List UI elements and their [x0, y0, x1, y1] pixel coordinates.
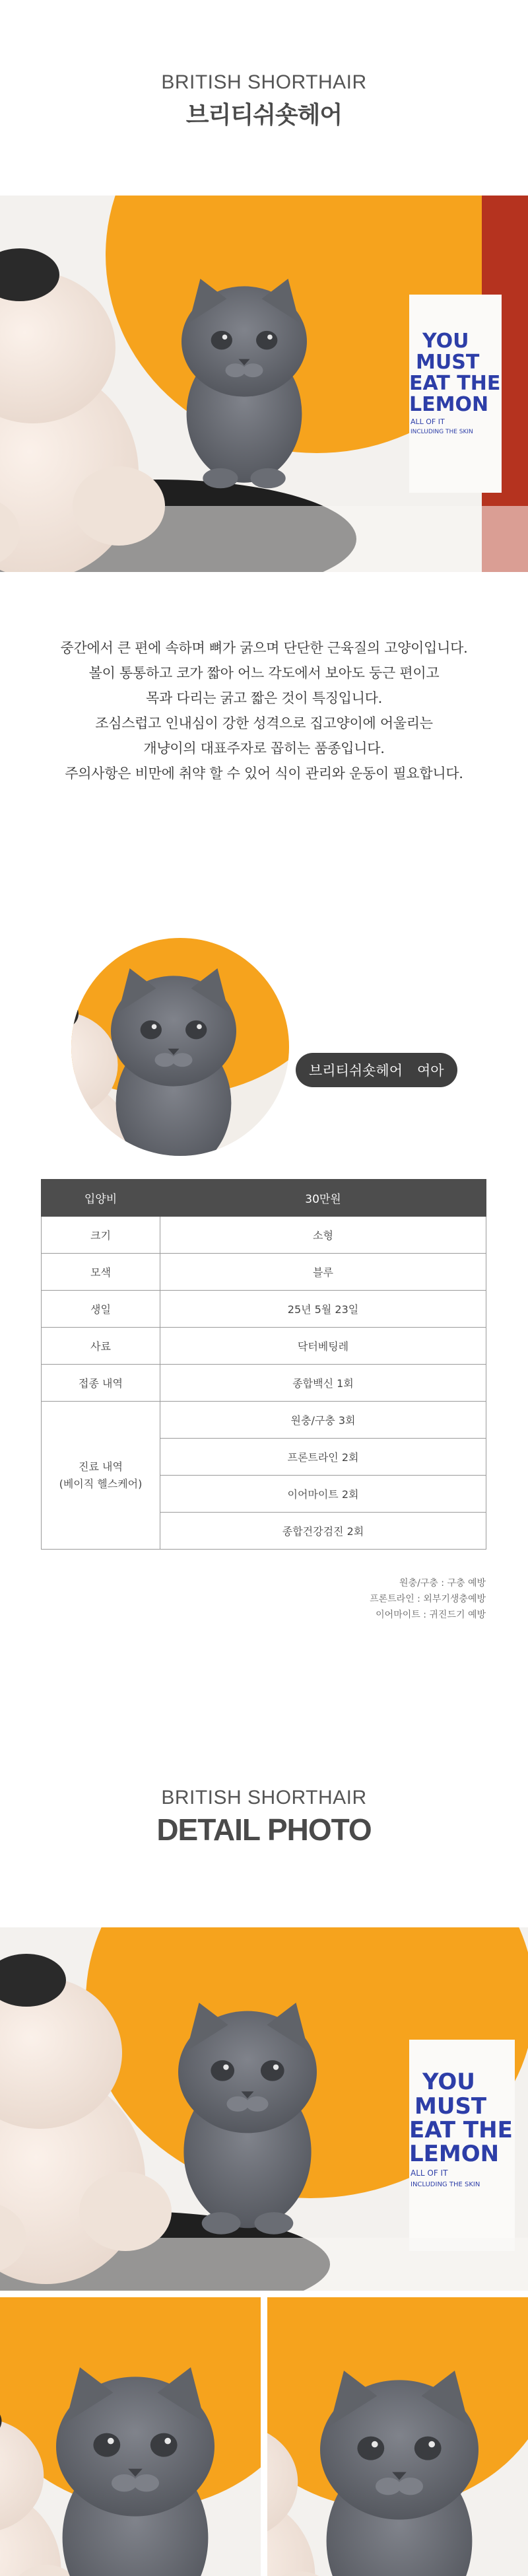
row-label: 생일: [42, 1291, 160, 1328]
profile-photo-illustration: [71, 938, 289, 1156]
description-line: 조심스럽고 인내심이 강한 성격으로 집고양이에 어울리는: [95, 715, 433, 731]
poster-text-4: LEMON: [409, 393, 489, 416]
poster-text-1: YOU: [422, 330, 469, 353]
note-line: 이어마이트 : 귀진드기 예방: [376, 1610, 486, 1620]
detail-photo-2: [0, 2297, 261, 2576]
description-line: 중간에서 큰 편에 속하며 뼈가 굵으며 단단한 근육질의 고양이입니다.: [60, 640, 468, 656]
breed-description: [0, 635, 528, 786]
table-header-row: [42, 1180, 486, 1217]
care-label-line1: 진료 내역: [79, 1460, 123, 1473]
row-value: 종합백신 1회: [160, 1365, 486, 1402]
care-item: 원충/구충 3회: [160, 1402, 486, 1439]
adoption-fee-value: 30만원: [160, 1180, 486, 1217]
care-history-label: [42, 1402, 160, 1550]
description-line: 목과 다리는 굵고 짧은 것이 특징입니다.: [145, 690, 383, 706]
row-label: 크기: [42, 1217, 160, 1254]
poster-text-1: YOU: [422, 2069, 475, 2095]
table-row: [42, 1402, 486, 1439]
adoption-fee-label: 입양비: [42, 1180, 160, 1217]
description-line: 개냥이의 대표주자로 꼽히는 품종입니다.: [143, 740, 385, 756]
table-row: [42, 1254, 486, 1291]
profile-photo: [71, 938, 289, 1156]
intro-title-en: BRITISH SHORTHAIR: [161, 71, 367, 93]
description-line: 주의사항은 비만에 취약 할 수 있어 식이 관리와 운동이 필요합니다.: [65, 766, 463, 781]
poster-text-6: INCLUDING THE SKIN: [411, 2181, 480, 2188]
table-row: [42, 1217, 486, 1254]
table-row: [42, 1328, 486, 1365]
care-notes: [370, 1575, 486, 1623]
poster-text-3: EAT THE: [409, 372, 501, 395]
info-table: [41, 1179, 486, 1550]
care-item: 이어마이트 2회: [160, 1476, 486, 1513]
detail-photo-2-illustration: [0, 2297, 261, 2576]
intro-title-ko: 브리티쉬숏헤어: [185, 102, 343, 129]
detail-title: DETAIL PHOTO: [156, 1812, 372, 1847]
hero-photo: [0, 196, 528, 572]
profile-sex: 여아: [417, 1063, 444, 1079]
hero-photo-illustration: [0, 196, 528, 572]
row-label: 사료: [42, 1328, 160, 1365]
poster-text-6: INCLUDING THE SKIN: [411, 429, 473, 435]
profile-name: 브리티쉬숏헤어: [309, 1063, 403, 1079]
poster-text-5: ALL OF IT: [411, 2168, 448, 2178]
description-line: 볼이 통통하고 코가 짧아 어느 각도에서 보아도 둥근 편이고: [88, 665, 440, 681]
poster-text-3: EAT THE: [409, 2117, 513, 2143]
table-row: [42, 1291, 486, 1328]
intro-heading: [0, 71, 528, 130]
care-label-line2: (베이직 헬스케어): [59, 1477, 143, 1490]
detail-title-en: BRITISH SHORTHAIR: [161, 1787, 367, 1808]
row-label: 접종 내역: [42, 1365, 160, 1402]
row-label: 모색: [42, 1254, 160, 1291]
profile-name-badge: [296, 1053, 457, 1087]
poster-text-2: MUST: [416, 351, 480, 374]
detail-heading: [0, 1787, 528, 1847]
detail-photo-3: [267, 2297, 528, 2576]
care-item: 종합건강검진 2회: [160, 1513, 486, 1550]
care-item: 프론트라인 2회: [160, 1439, 486, 1476]
row-value: 25년 5월 23일: [160, 1291, 486, 1328]
poster-text-5: ALL OF IT: [411, 417, 445, 426]
note-line: 원충/구충 : 구충 예방: [399, 1578, 486, 1589]
detail-photo-3-illustration: [267, 2297, 528, 2576]
note-line: 프론트라인 : 외부기생충예방: [370, 1594, 486, 1604]
poster-text-2: MUST: [414, 2093, 487, 2120]
poster-text-4: LEMON: [409, 2141, 500, 2167]
row-value: 닥터베팅레: [160, 1328, 486, 1365]
row-value: 소형: [160, 1217, 486, 1254]
table-row: [42, 1365, 486, 1402]
row-value: 블루: [160, 1254, 486, 1291]
detail-photo-1-illustration: [0, 1927, 528, 2291]
detail-photo-1: [0, 1927, 528, 2291]
